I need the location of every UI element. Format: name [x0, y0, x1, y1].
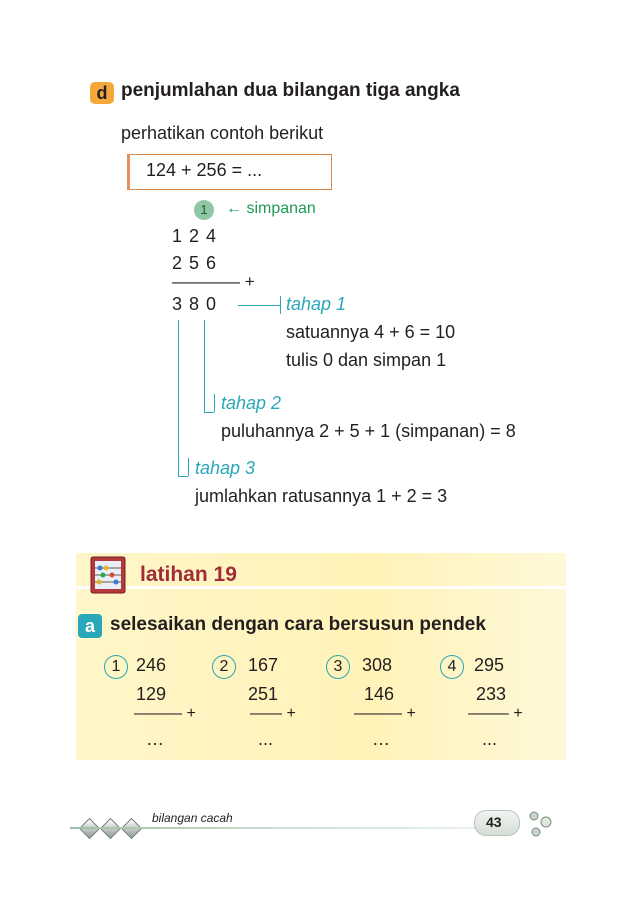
footer-chapter-label: bilangan cacah: [152, 811, 233, 825]
tahap3-title: tahap 3: [195, 458, 256, 478]
problem-1-answer[interactable]: …: [146, 729, 164, 749]
connector-tahap1: [238, 305, 280, 306]
problem-3-number: 3: [326, 655, 350, 679]
connector-tahap3: [178, 320, 179, 476]
page-number: 43: [486, 814, 502, 830]
problem-4-number: 4: [440, 655, 464, 679]
section-a-badge: a: [78, 614, 102, 638]
example-expression: 124 + 256 = ...: [146, 160, 263, 180]
section-d-title: penjumlahan dua bilangan tiga angka: [121, 80, 460, 101]
problem-4-answer[interactable]: ...: [482, 729, 498, 749]
problem-2-answer[interactable]: ...: [258, 729, 274, 749]
latihan-title: latihan 19: [140, 563, 237, 586]
problem-2-rule: —— +: [250, 705, 296, 722]
intro-text: perhatikan contoh berikut: [121, 123, 324, 143]
bracket-tahap3: [188, 458, 189, 476]
tahap1-line1: satuannya 4 + 6 = 10: [286, 322, 456, 342]
problem-4-top: 295: [474, 655, 505, 675]
problem-3-bottom: 146: [364, 684, 395, 704]
connector-tahap3-h: [178, 476, 188, 477]
problem-1-bottom: 129: [136, 684, 167, 704]
problem-2-top: 167: [248, 655, 279, 675]
bracket-tahap1: [280, 296, 281, 314]
connector-tahap2-h: [204, 412, 214, 413]
addition-rule: ———— +: [172, 272, 255, 291]
footer-ornament-icon: [524, 808, 560, 840]
bracket-tahap2: [214, 394, 215, 412]
problem-4-bottom: 233: [476, 684, 507, 704]
sum-result: 3 8 0: [172, 294, 218, 314]
carry-label: ← simpanan: [226, 200, 316, 217]
abacus-icon: [90, 556, 126, 594]
problem-1-rule: ——— +: [134, 705, 196, 722]
problem-1-top: 246: [136, 655, 167, 675]
tahap1-title: tahap 1: [286, 294, 347, 314]
tahap2-title: tahap 2: [221, 393, 282, 413]
addend-1: 1 2 4: [172, 226, 218, 246]
problem-2-bottom: 251: [248, 684, 279, 704]
tahap2-line1: puluhannya 2 + 5 + 1 (simpanan) = 8: [221, 421, 516, 441]
footer-bar: [70, 827, 510, 829]
problem-3-top: 308: [362, 655, 393, 675]
problem-3-rule: ——— +: [354, 705, 416, 722]
connector-tahap2: [204, 320, 205, 412]
addend-2: 2 5 6: [172, 253, 218, 273]
problem-2-number: 2: [212, 655, 236, 679]
carry-circle: 1: [194, 200, 214, 220]
tahap3-line1: jumlahkan ratusannya 1 + 2 = 3: [195, 486, 448, 506]
problem-1-number: 1: [104, 655, 128, 679]
latihan-instruction: selesaikan dengan cara bersusun pendek: [110, 614, 486, 635]
problem-4-rule: ——– +: [468, 705, 523, 722]
section-d-badge: d: [90, 82, 114, 104]
problem-3-answer[interactable]: …: [372, 729, 390, 749]
tahap1-line2: tulis 0 dan simpan 1: [286, 350, 447, 370]
